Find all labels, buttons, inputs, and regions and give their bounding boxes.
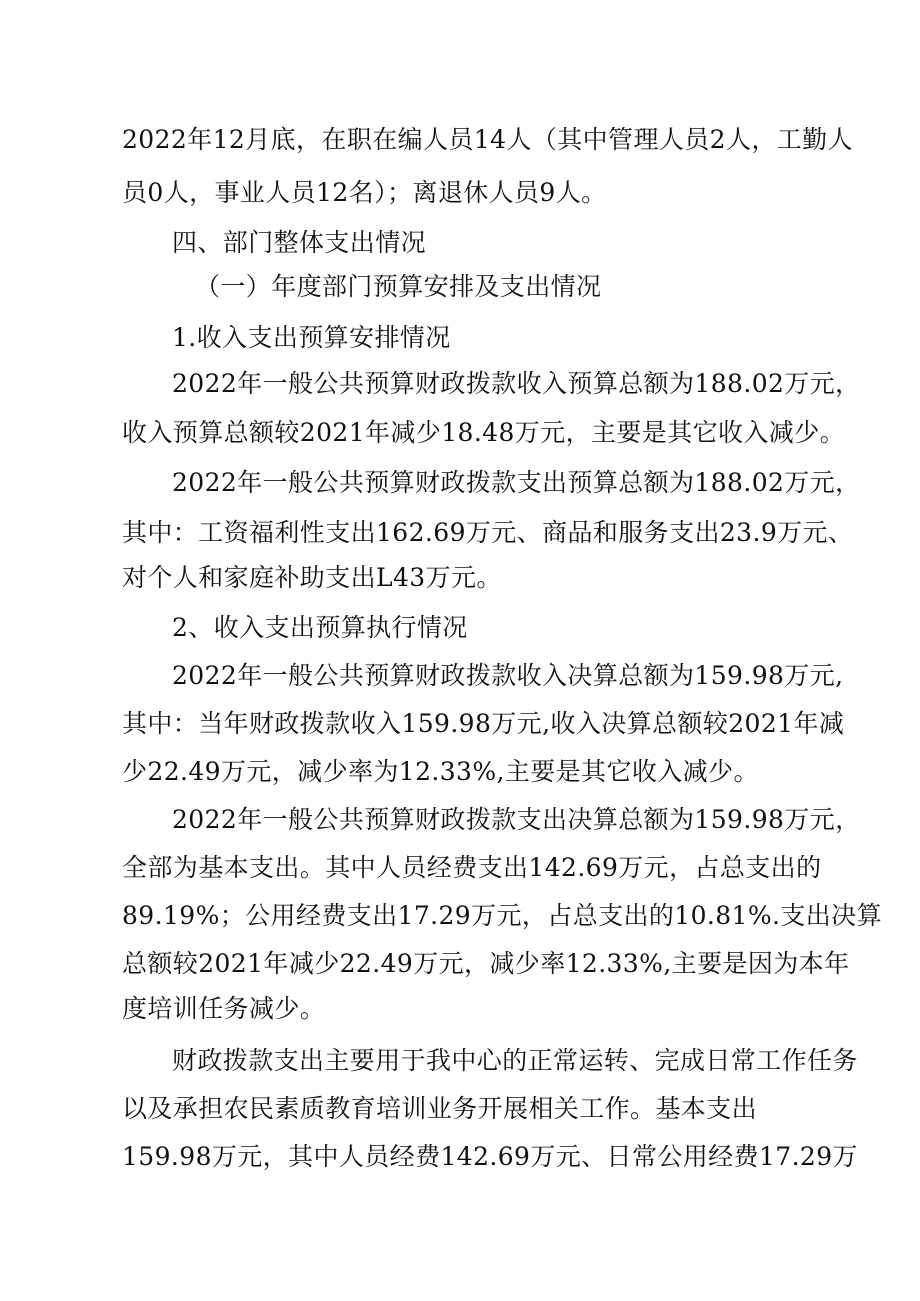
section-heading: 四、部门整体支出情况	[172, 228, 427, 257]
text-line: 少22.49万元，减少率为12.33%,主要是其它收入减少。	[122, 757, 759, 786]
text-line: 财政拨款支出主要用于我中心的正常运转、完成日常工作任务	[172, 1046, 858, 1075]
text-line: 度培训任务减少。	[122, 994, 326, 1023]
text-line: 159.98万元，其中人员经费142.69万元、日常公用经费17.29万	[122, 1142, 858, 1171]
text-line: 收入预算总额较2021年减少18.48万元，主要是其它收入减少。	[122, 418, 845, 447]
item-heading: 2、收入支出预算执行情况	[172, 613, 468, 642]
text-line: 总额较2021年减少22.49万元，减少率12.33%,主要是因为本年	[122, 949, 850, 978]
text-line: 全部为基本支出。其中人员经费支出142.69万元，占总支出的	[122, 853, 822, 882]
item-heading: 1.收入支出预算安排情况	[172, 323, 451, 352]
subsection-heading: （一）年度部门预算安排及支出情况	[195, 272, 602, 301]
text-line: 2022年一般公共预算财政拨款支出预算总额为188.02万元，	[172, 468, 861, 497]
text-line: 以及承担农民素质教育培训业务开展相关工作。基本支出	[122, 1094, 758, 1123]
text-line: 2022年12月底，在职在编人员14人（其中管理人员2人，工勤人	[122, 125, 853, 154]
text-line: 其中：工资福利性支出162.69万元、商品和服务支出23.9万元、	[122, 518, 854, 547]
text-line: 2022年一般公共预算财政拨款支出决算总额为159.98万元，	[172, 805, 861, 834]
text-line: 对个人和家庭补助支出L43万元。	[122, 563, 502, 592]
text-line: 2022年一般公共预算财政拨款收入预算总额为188.02万元，	[172, 369, 861, 398]
text-line: 89.19%；公用经费支出17.29万元，占总支出的10.81%.支出决算	[122, 901, 882, 930]
text-line: 2022年一般公共预算财政拨款收入决算总额为159.98万元,	[172, 661, 844, 690]
text-line: 其中：当年财政拨款收入159.98万元,收入决算总额较2021年减	[122, 709, 845, 738]
text-line: 员0人，事业人员12名）；离退休人员9人。	[122, 178, 607, 207]
